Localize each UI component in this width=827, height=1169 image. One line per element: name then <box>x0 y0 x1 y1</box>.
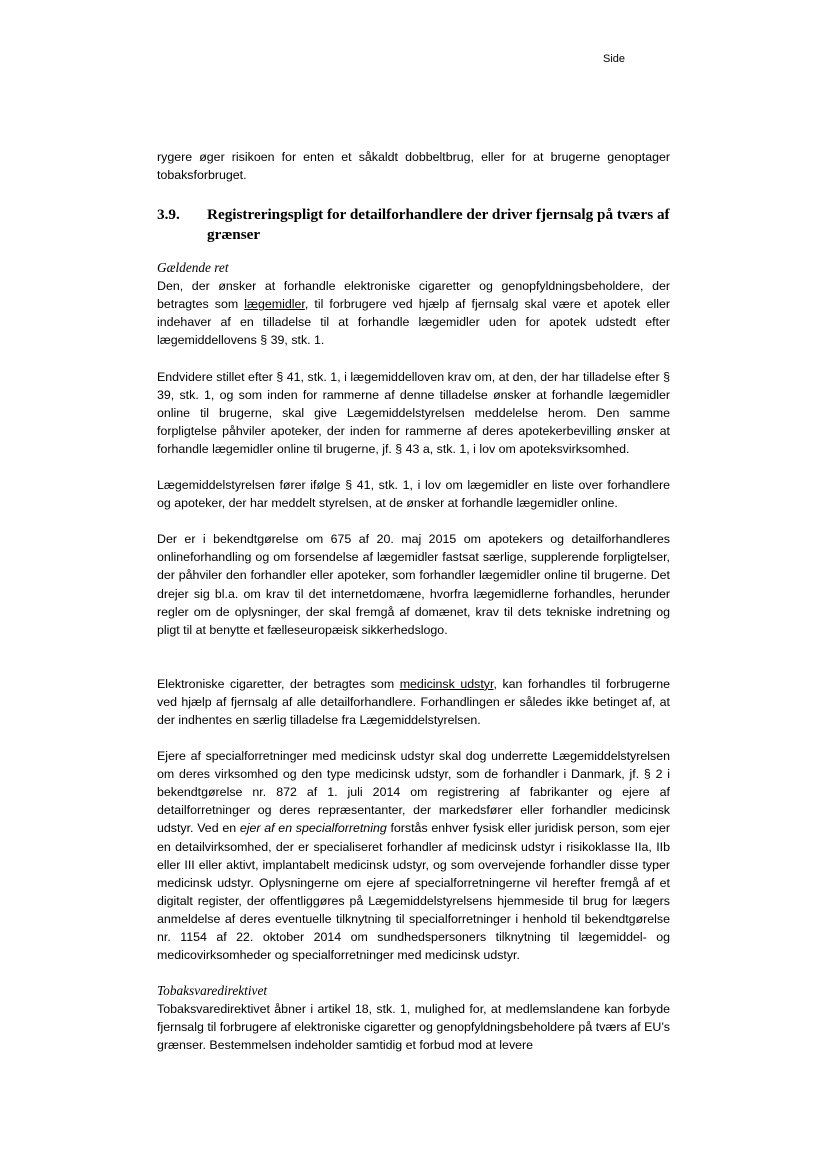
italic-term: ejer af en specialforretning <box>239 821 387 836</box>
paragraph-7: Tobaksvaredirektivet åbner i artikel 18, stk. 1, mulighed for, at medlemslandene kan forbyde fjernsalg til forbrugere af elektroniske cigaretter og genopfyldningsbeholdere på tværs af EU’s grænser. Bestemmelsen indeholder samtidig et forbud mod at levere <box>157 1002 670 1053</box>
page-header-side: Side <box>603 53 626 65</box>
paragraph-2: Endvidere stillet efter § 41, stk. 1, i lægemiddelloven krav om, at den, der har tilladelse efter § 39, stk. 1, og som inden for rammerne af denne tilladelse ønsker at forhandle lægemidler online til brugerne, skal give Lægemiddelstyrelsen meddelelse herom. Den samme forpligtelse påhviler apoteker, der inden for rammerne af deres apotekerbevilling ønsker at forhandle lægemidler online til brugerne, jf. § 43 a, stk. 1, i lov om apoteksvirksomhed. <box>157 369 670 456</box>
paragraph-4: Der er i bekendtgørelse om 675 af 20. maj 2015 om apotekers og detailforhandleres onlineforhandling og om forsendelse af lægemidler fastsat særlige, supplerende forpligtelser, der påhviler den forhandler eller apoteker, som forhandler lægemidler online til brugerne. Det drejer sig bl.a. om krav til det internetdomæne, hvorfra lægemidlerne forhandles, herunder regler om de oplysninger, der skal fremgå af domænet, krav til dets tekniske indretning og pligt til at benytte et fælleseuropæisk sikkerhedslogo. <box>157 532 670 637</box>
paragraph-5: Elektroniske cigaretter, der betragtes som medicinsk udstyr, kan forhandles til forbrugerne ved hjælp af fjernsalg af alle detailforhandlere. Forhandlingen er således ikke betinget af, at der indhentes en særlig tilladelse fra Lægemiddelstyrelsen. <box>157 676 670 727</box>
paragraph-3: Lægemiddelstyrelsen fører ifølge § 41, stk. 1, i lov om lægemidler en liste over forhandlere og apoteker, der har meddelt styrelsen, at de ønsker at forhandle lægemidler online. <box>157 478 670 511</box>
paragraph-6: Ejere af specialforretninger med medicinsk udstyr skal dog underrette Lægemiddelstyrelsen om deres virksomhed og den type medicinsk udstyr, som de forhandler i Danmark, jf. § 2 i bekendtgørelse nr. 872 af 1. juli 2014 om registrering af fabrikanter og ejere af detailforretninger og deres repræsentanter, der markedsfører eller forhandler medicinsk udstyr. Ved en ejer af en specialforretning forstås enhver fysisk eller juridisk person, som ejer en detailvirksomhed, der er specialiseret forhandler af medicinsk udstyr i risikoklasse IIa, IIb eller III eller aktivt, implantabelt medicinsk udstyr, og som overvejende forhandler disse typer medicinsk udstyr. Oplysningerne om ejere af specialforretningerne vil herefter fremgå af et digitalt register, der offentliggøres på Lægemiddelstyrelsens hjemmeside til brug for lægers anmeldelse af deres eventuelle tilknytning til specialforretninger i henhold til bekendtgørelse nr. 1154 af 22. oktober 2014 om sundhedspersoners tilknytning til lægemiddel- og medicovirksomheder og specialforretninger med medicinsk udstyr. <box>157 749 670 963</box>
link-medicinsk-udstyr[interactable]: medicinsk udstyr <box>399 676 494 691</box>
paragraph-1: Den, der ønsker at forhandle elektroniske cigaretter og genopfyldningsbeholdere, der betragtes som lægemidler, til forbrugere ved hjælp af fjernsalg skal være et apotek eller indehaver af en tilladelse til at forhandle lægemidler uden for apotek udstedt efter lægemiddellovens § 39, stk. 1. <box>157 279 670 348</box>
paragraph-intro: rygere øger risikoen for enten et såkaldt dobbeltbrug, eller for at brugerne genoptager tobaksforbruget. <box>157 150 670 183</box>
subheading-directive: Tobaksvaredirektivet <box>157 983 268 999</box>
subheading-current-law: Gældende ret <box>157 260 229 276</box>
link-laegemidler[interactable]: lægemidler <box>244 297 305 312</box>
section-number: 3.9. <box>157 206 180 224</box>
section-title: Registreringspligt for detailforhandlere der driver fjernsalg på tværs af grænser <box>207 206 670 244</box>
document-body <box>157 148 670 1054</box>
section-heading <box>157 205 670 245</box>
